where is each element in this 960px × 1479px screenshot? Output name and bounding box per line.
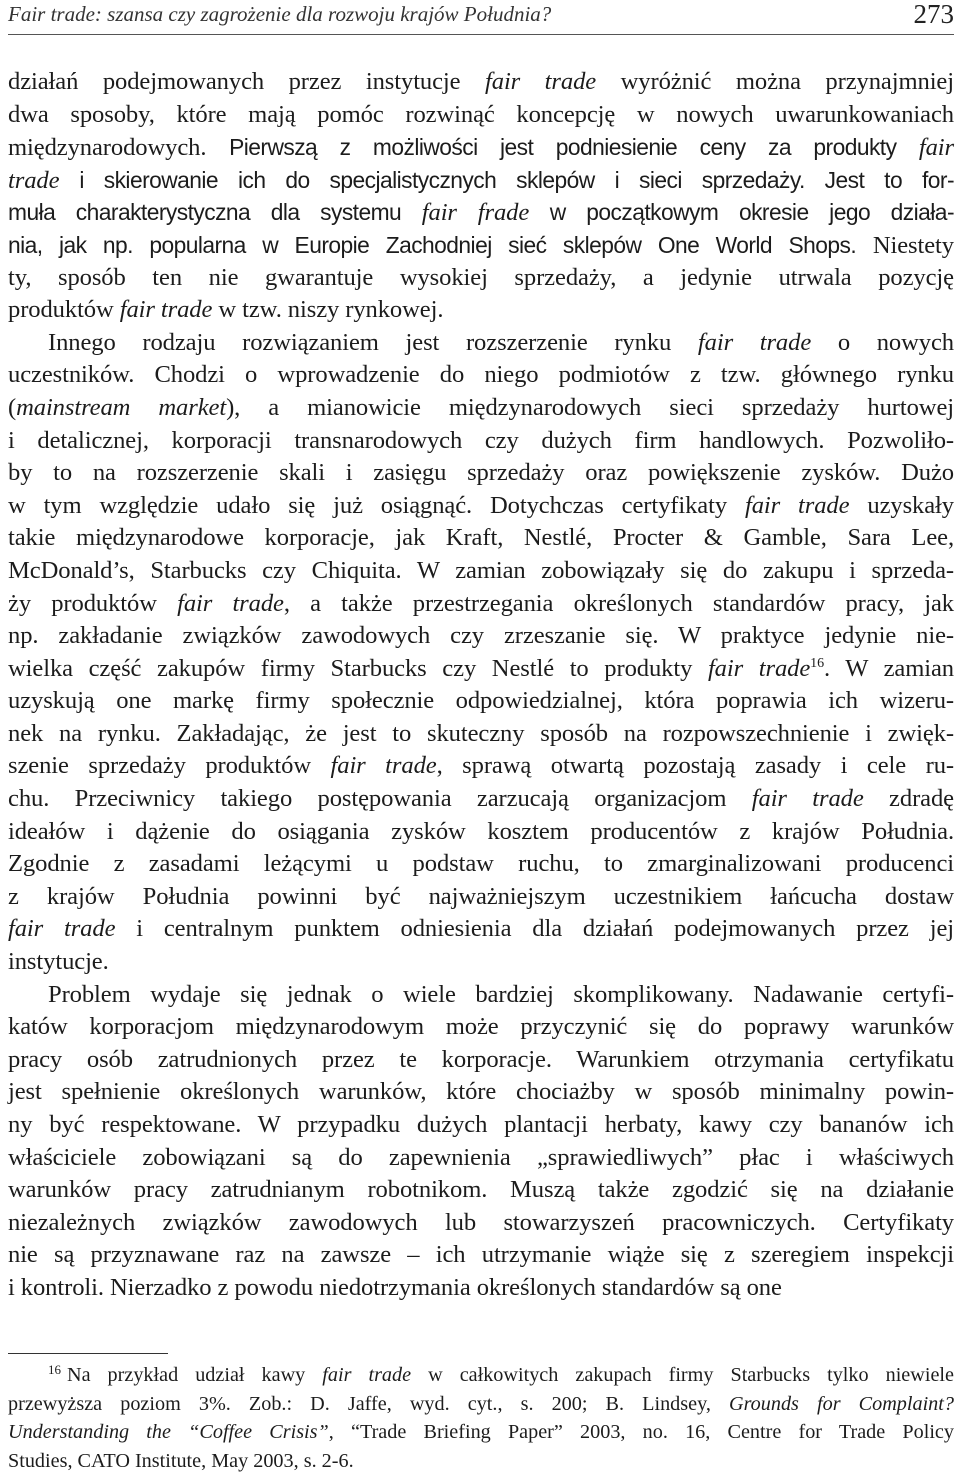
text-line: [8, 457, 954, 490]
text-run: , a także przestrzegania określonych standardów pracy, jak: [283, 589, 954, 617]
text-run: Problem wydaje się jednak o wiele bardziej skomplikowany. Nadawanie certyfi-: [48, 980, 954, 1008]
text-run: . W zamian: [823, 654, 954, 682]
text-line: [8, 131, 954, 164]
text-line: [8, 1011, 954, 1044]
text-run: fair trade: [751, 785, 864, 813]
running-title-italic: Fair trade: [8, 2, 95, 26]
text-line: [8, 620, 954, 653]
text-run: fair trade: [707, 654, 811, 682]
footnote-ref: 16: [810, 655, 824, 671]
text-run: w tym względzie udało się już osiągnąć. Dotychczas certyfikaty: [8, 491, 745, 519]
text-line: [8, 848, 954, 881]
footnotes: [8, 1361, 954, 1475]
text-run: Pierwszą z możliwości jest podniesienie ceny za produkty: [229, 134, 919, 161]
text-run: Innego rodzaju rozwiązaniem jest rozszerzenie rynku: [48, 328, 698, 356]
text-run: nia, jak np.: [8, 231, 150, 258]
text-run: międzynarodowych.: [8, 134, 230, 162]
text-run: przewyższa poziom 3%. Zob.: D. Jaffe, wyd. cyt., s. 200; B. Lindsey,: [8, 1392, 729, 1415]
text-line: [8, 881, 954, 914]
text-run: Studies, CATO Institute, May 2003, s. 2-6.: [8, 1449, 354, 1472]
running-header: [8, 0, 954, 35]
text-run: ideałów i dążenie do osiągania zysków kosztem producentów z krajów Południa.: [8, 817, 954, 845]
text-run: dwa sposoby, które mają pomóc rozwinąć koncepcję w nowych uwarunkowaniach: [8, 100, 954, 128]
text-run: fair frade: [421, 199, 530, 227]
text-run: , “Trade Briefing Paper” 2003, no. 16, Centre for Trade Policy: [328, 1421, 954, 1444]
text-run: fair trade: [8, 915, 116, 943]
text-run: Understanding the “Coffee Crisis”: [8, 1421, 329, 1444]
text-line: [8, 946, 954, 979]
footnote-marker: 16: [48, 1362, 61, 1377]
text-line: [8, 718, 954, 751]
text-run: pracy osób zatrudnionych przez te korporacje. Warunkiem otrzymania certyfikatu: [8, 1045, 954, 1073]
text-run: zdradę: [863, 785, 954, 813]
text-run: fair trade: [485, 68, 597, 95]
text-line: [8, 392, 954, 425]
text-run: popularna w Europie Zachodniej sieć sklepów One World Shops.: [149, 231, 857, 258]
text-line: [8, 522, 954, 555]
text-run: i centralnym punktem odniesienia dla działań podejmowanych przez jej: [115, 915, 954, 943]
text-run: , sprawą otwartą pozostają zasady i cele ru-: [436, 752, 954, 780]
text-line: [8, 1390, 954, 1419]
text-run: ży produktów: [8, 589, 178, 617]
text-run: wyróżnić można przynajmniej: [596, 68, 954, 95]
text-line: [8, 1239, 954, 1272]
text-run: fair: [918, 134, 955, 162]
text-run: produktów: [8, 296, 120, 324]
text-run: Jest to for-: [804, 166, 954, 193]
text-line: [8, 750, 954, 783]
text-line: [8, 327, 954, 360]
text-run: w całkowitych zakupach firmy Starbucks tylko niewiele: [411, 1364, 954, 1386]
text-run: ), a mianowicie międzynarodowych sieci sprzedaży hurtowej: [226, 393, 954, 421]
text-line: [8, 555, 954, 588]
text-line: [8, 1361, 954, 1390]
running-title-rest: : szansa czy zagrożenie dla rozwoju krajów Południa?: [94, 2, 552, 26]
text-line: [8, 1044, 954, 1077]
text-run: Na przykład udział kawy: [67, 1364, 323, 1386]
text-line: [8, 816, 954, 849]
text-run: w tzw. niszy rynkowej.: [212, 296, 444, 324]
text-run: warunków pracy zatrudnianym robotnikom. Muszą także zgodzić się na działanie: [8, 1176, 954, 1204]
text-run: by to na rozszerzenie skali i zasięgu sprzedaży oraz powiększenie zysków. Dużo: [8, 459, 954, 487]
text-line: [8, 588, 954, 621]
text-line: [8, 425, 954, 458]
text-line: [8, 196, 954, 229]
text-line: [8, 164, 954, 197]
text-line: [8, 685, 954, 718]
text-run: uzyskały: [849, 491, 954, 519]
text-run: i skierowanie ich do specjalistycznych sklepów i sieci sprzedaży.: [59, 166, 805, 193]
text-line: [8, 1076, 954, 1109]
text-run: właściciele zobowiązani są do zapewnienia „sprawiedliwych” płac i właściwych: [8, 1143, 954, 1171]
page-number: 273: [913, 0, 954, 29]
text-line: [8, 1142, 954, 1175]
text-line: [8, 229, 954, 262]
text-line: [8, 979, 954, 1012]
text-line: [8, 1447, 954, 1476]
text-line: [8, 359, 954, 392]
text-run: wielka część zakupów firmy Starbucks czy Nestlé to produkty: [8, 654, 708, 682]
text-run: takie międzynarodowe korporacje, jak Kraft, Nestlé, Procter & Gamble, Sara Lee,: [8, 524, 954, 552]
text-line: [8, 1418, 954, 1447]
text-run: fair trade: [119, 296, 213, 324]
text-line: [8, 1272, 954, 1305]
text-run: i kontroli. Nierzadko z powodu niedotrzymania określonych standardów są one: [8, 1273, 782, 1301]
text-run: McDonald’s, Starbucks czy Chiquita. W zamian zobowiązały się do zakupu i sprzeda-: [8, 556, 954, 584]
text-run: instytucje.: [8, 948, 109, 976]
text-run: Zgodnie z zasadami leżącymi u podstaw ruchu, to zmarginalizowani producenci: [8, 850, 954, 878]
text-line: [8, 1174, 954, 1207]
text-run: działań podejmowanych przez instytucje: [8, 68, 486, 95]
text-line: [8, 783, 954, 816]
text-run: fair trade: [697, 328, 812, 356]
text-run: mainstream market: [16, 393, 227, 421]
running-title: [8, 1, 551, 27]
text-run: ty, sposób ten nie gwarantuje wysokiej sprzedaży, a jedynie utrwala pozycję: [8, 263, 954, 291]
text-run: fair trade: [322, 1364, 412, 1386]
text-line: [8, 262, 954, 295]
text-run: muła charakterystyczna dla systemu: [8, 199, 422, 226]
text-run: Niestety: [856, 231, 954, 259]
text-run: fair trade: [330, 752, 437, 780]
footnote-separator: [8, 1353, 168, 1354]
text-run: ny być respektowane. W przypadku dużych plantacji herbaty, kawy czy bananów ich: [8, 1111, 954, 1138]
text-run: szenie sprzedaży produktów: [8, 752, 331, 780]
text-run: o nowych: [811, 328, 954, 356]
text-line: [8, 1207, 954, 1240]
text-run: katów korporacjom międzynarodowym może przyczynić się do poprawy warunków: [8, 1013, 954, 1041]
text-run: nie są przyznawane raz na zawsze – ich utrzymanie wiąże się z szeregiem inspekcji: [8, 1241, 954, 1269]
text-run: (: [8, 393, 17, 421]
text-run: fair trade: [744, 491, 850, 519]
text-run: chu. Przeciwnicy takiego postępowania zarzucają organizacjom: [8, 785, 752, 813]
text-line: [8, 913, 954, 946]
text-line: [8, 99, 954, 132]
text-run: Grounds for Complaint?: [729, 1392, 954, 1415]
text-run: i detalicznej, korporacji transnarodowych czy dużych firm handlowych. Pozwoliło-: [8, 426, 954, 454]
text-line: [8, 1109, 954, 1142]
text-line: [8, 653, 954, 686]
text-line: [8, 66, 954, 99]
text-run: uzyskują one markę firmy społecznie odpowiedzialnej, która poprawia ich wizeru-: [8, 687, 954, 715]
text-run: trade: [8, 166, 60, 194]
text-line: [8, 490, 954, 523]
text-run: uczestników. Chodzi o wprowadzenie do niego podmiotów z tzw. głównego rynku: [8, 361, 954, 389]
text-run: jest spełnienie określonych warunków, które chociażby w sposób minimalny powin-: [8, 1078, 954, 1106]
text-line: [8, 294, 954, 327]
text-run: niezależnych związków zawodowych lub stowarzyszeń pracowniczych. Certyfikaty: [8, 1208, 954, 1236]
text-run: np. zakładanie związków zawodowych czy zrzeszanie się. W praktyce jedynie nie-: [8, 622, 954, 650]
text-run: z krajów Południa powinni być najważniejszym uczestnikiem łańcucha dostaw: [8, 882, 954, 910]
text-run: w początkowym okresie jego działa-: [529, 199, 954, 226]
text-run: nek na rynku. Zakładając, że jest to skuteczny sposób na rozpowszechnienie i zwięk-: [8, 719, 954, 747]
text-run: fair trade: [177, 589, 284, 617]
body-text: [8, 66, 954, 1305]
